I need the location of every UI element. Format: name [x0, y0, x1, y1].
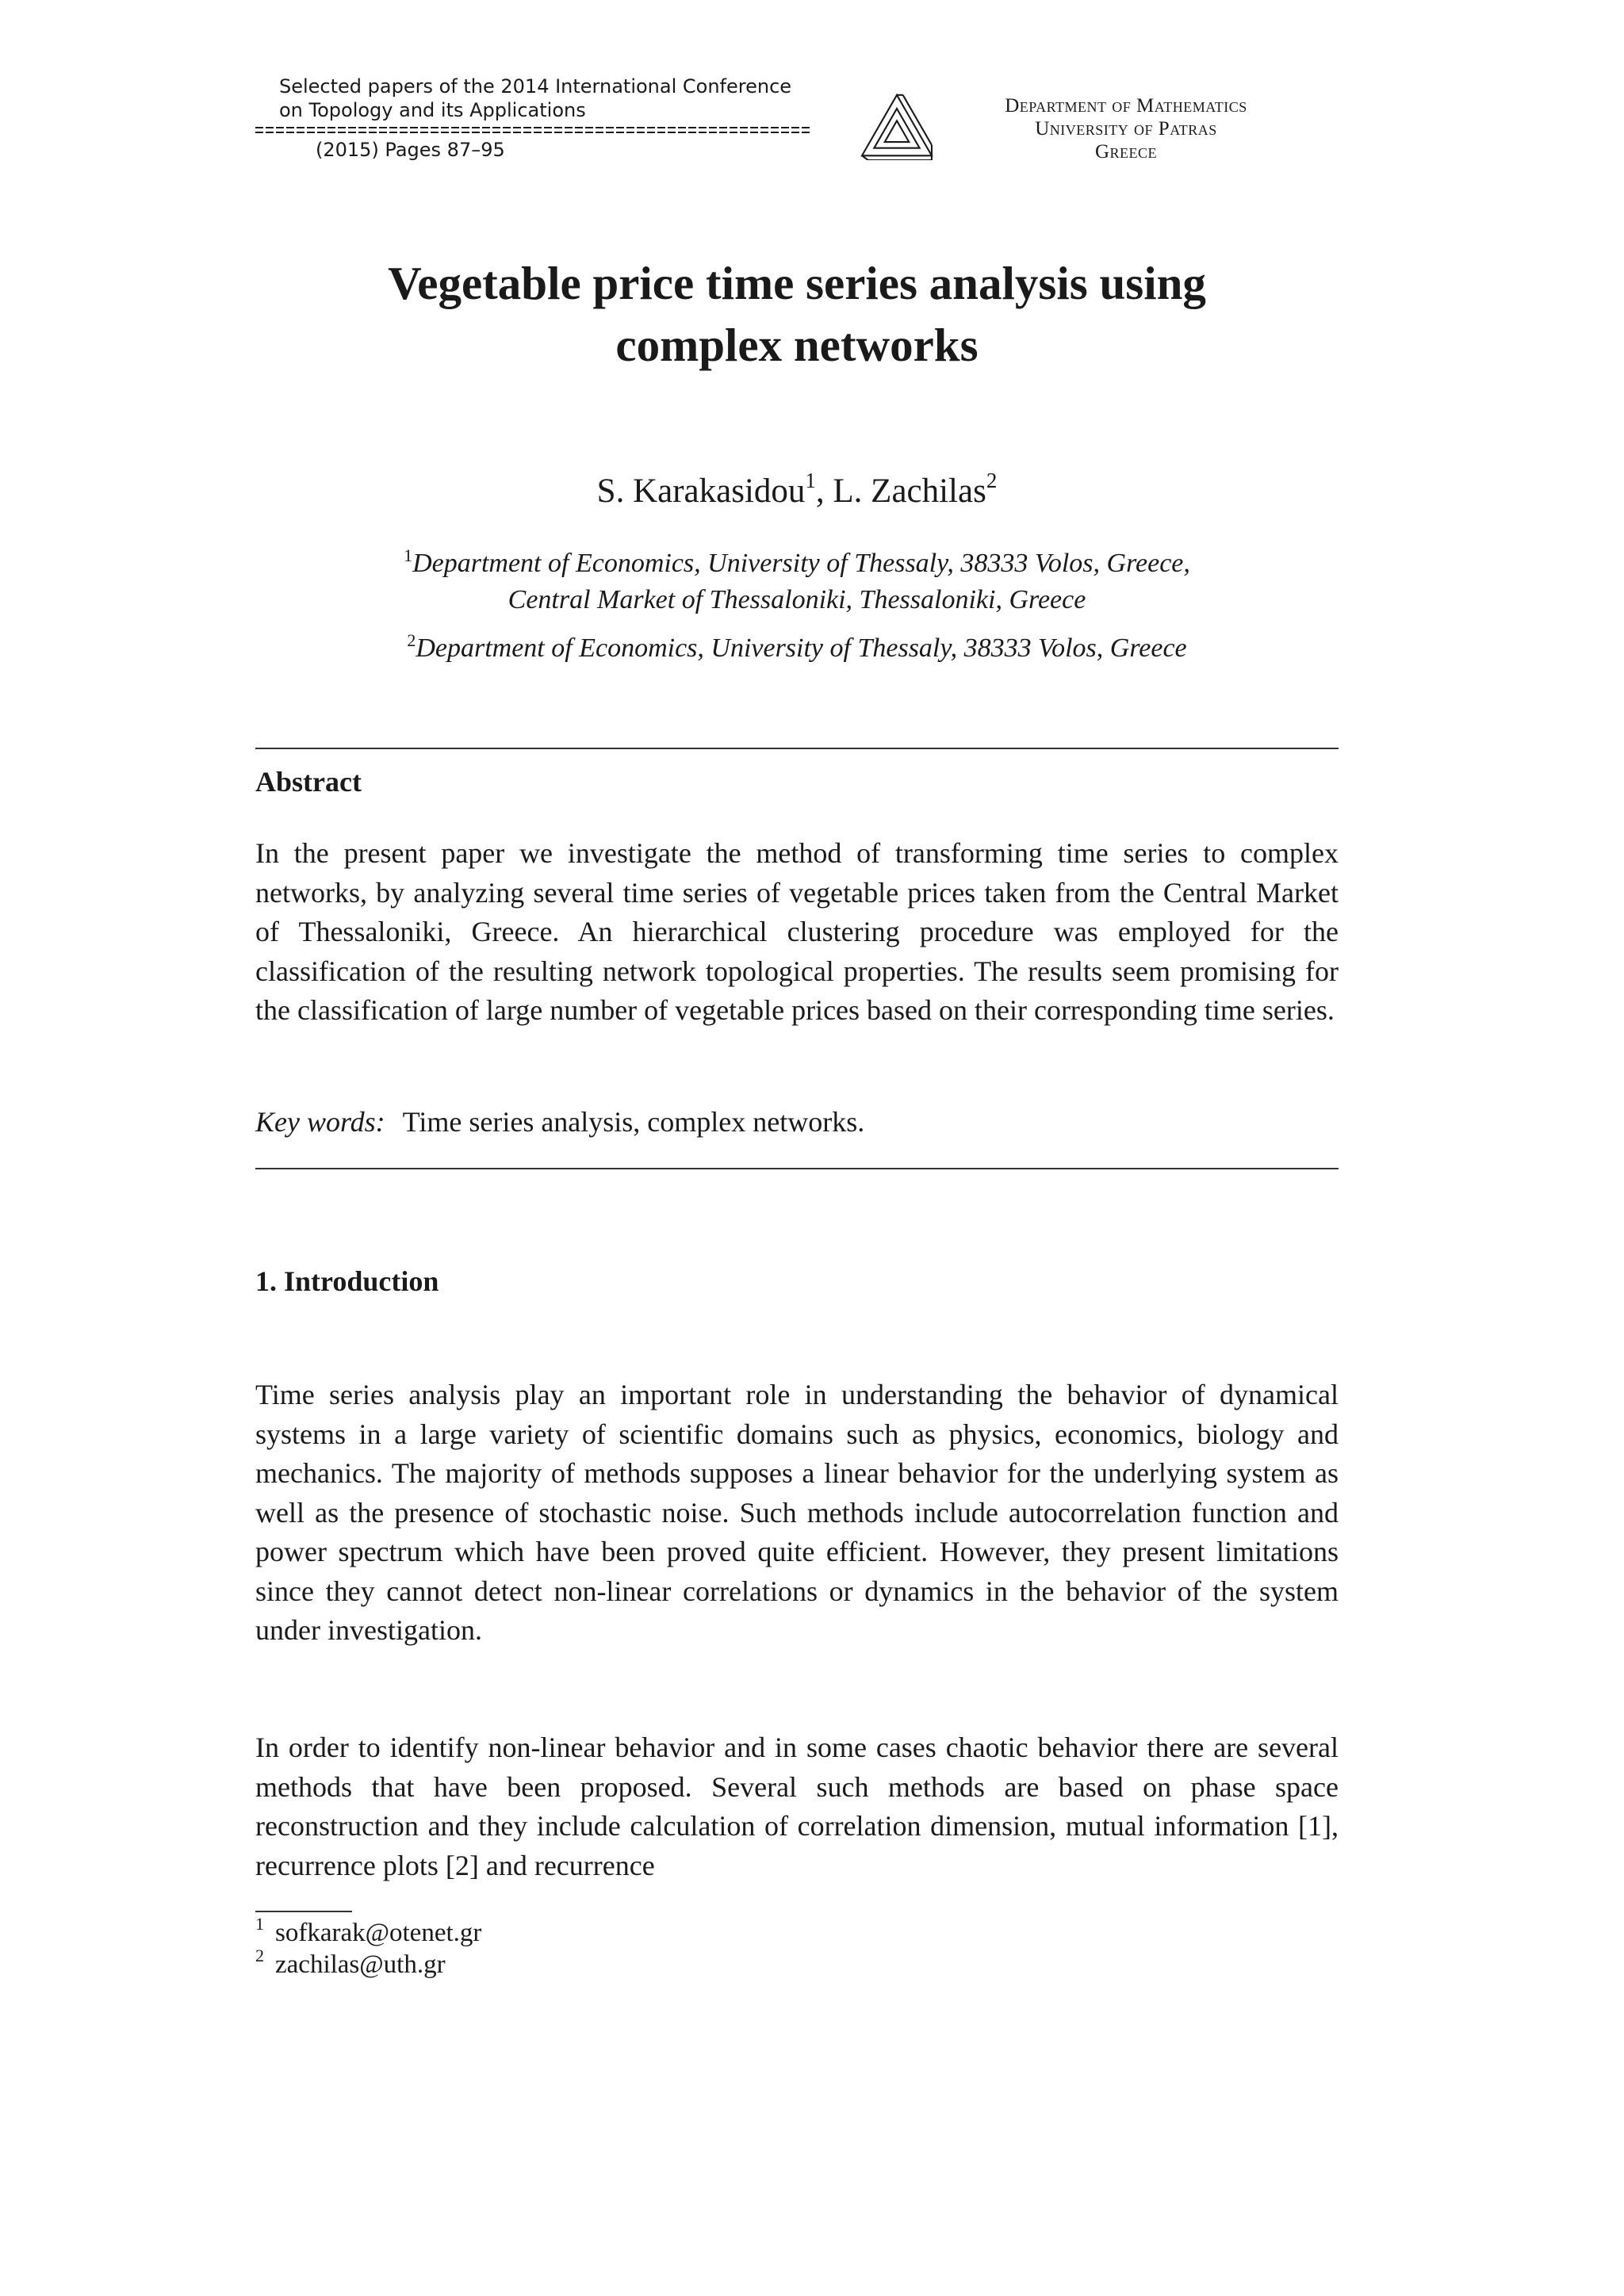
affiliation-text: Department of Economics, University of Thessaly, 38333 Volos, Greece,: [412, 549, 1190, 578]
affiliation-mark: 1: [404, 545, 413, 565]
affiliation-1: [255, 545, 1339, 618]
body-paragraph: In order to identify non-linear behavior and in some cases chaotic behavior there are several methods that have been proposed. Several such methods are based on phase space reconstruction and they include calculation of correlation dimension, mutual information [1], recurrence plots [2] and recurrence: [255, 1732, 1339, 1881]
author-list: [255, 468, 1339, 515]
paper-title-line1: Vegetable price time series analysis using: [388, 257, 1206, 309]
paper-title: [255, 252, 1339, 376]
footnote-2: [255, 1946, 446, 1980]
author-affiliation-mark: 2: [986, 469, 998, 492]
footnote-mark: 2: [255, 1946, 264, 1965]
footnote-rule: [255, 1911, 352, 1912]
author-name: L. Zachilas: [833, 473, 986, 510]
affiliation-2: [255, 630, 1339, 667]
keywords-text: Time series analysis, complex networks.: [402, 1106, 865, 1138]
header-dashed-rule: [255, 124, 810, 136]
journal-header: [255, 75, 826, 162]
journal-header-line2: on Topology and its Applications: [279, 99, 586, 121]
department-name: Department of Mathematics: [1005, 95, 1247, 117]
affiliation-mark: 2: [407, 630, 416, 650]
keywords: [255, 1104, 1339, 1140]
affiliation-text: Department of Economics, University of Thessaly, 38333 Volos, Greece: [416, 633, 1187, 663]
footnote-mark: 1: [255, 1914, 264, 1934]
university-name: University of Patras: [1035, 118, 1217, 140]
footnote-1: [255, 1914, 482, 1949]
author-name: S. Karakasidou: [596, 473, 806, 510]
body-paragraph: Time series analysis play an important role in understanding the behavior of dynamical systems in a large variety of scientific domains such as physics, economics, biology and mechanics. The majority of methods supposes a linear behavior for the underlying system as well as the presence of stochastic noise. Such methods include autocorrelation function and power spectrum which have been proved quite efficient. However, they present limitations since they cannot detect non-linear correlations or dynamics in the behavior of the system under investigation.: [255, 1379, 1339, 1646]
abstract-top-rule: [255, 748, 1339, 749]
abstract-bottom-rule: [255, 1168, 1339, 1169]
author-affiliation-mark: 1: [805, 469, 816, 492]
journal-header-line1: Selected papers of the 2014 International Conference: [279, 75, 792, 98]
abstract-heading: Abstract: [255, 766, 362, 798]
journal-pages: (2015) Pages 87–95: [316, 139, 505, 161]
abstract-text: In the present paper we investigate the method of transforming time series to complex networks, by analyzing several time series of vegetable prices taken from the Central Market of Thessaloniki, Greece. An hierarchical clustering procedure was employed for the classification of the resulting network topological properties. The results seem promising for the classification of large number of vegetable prices based on their corresponding time series.: [255, 837, 1339, 1026]
author-separator: ,: [815, 473, 833, 510]
footnote-email[interactable]: zachilas@uth.gr: [275, 1950, 446, 1979]
affiliation-text: Central Market of Thessaloniki, Thessaloniki, Greece: [508, 585, 1086, 614]
penrose-triangle-icon: [859, 92, 935, 160]
paper-title-line2: complex networks: [615, 319, 979, 371]
department-header: [944, 94, 1308, 163]
country-name: Greece: [1094, 141, 1158, 163]
section-heading-introduction: 1. Introduction: [255, 1265, 439, 1297]
footnote-email[interactable]: sofkarak@otenet.gr: [275, 1919, 482, 1947]
keywords-label: Key words:: [255, 1106, 385, 1138]
